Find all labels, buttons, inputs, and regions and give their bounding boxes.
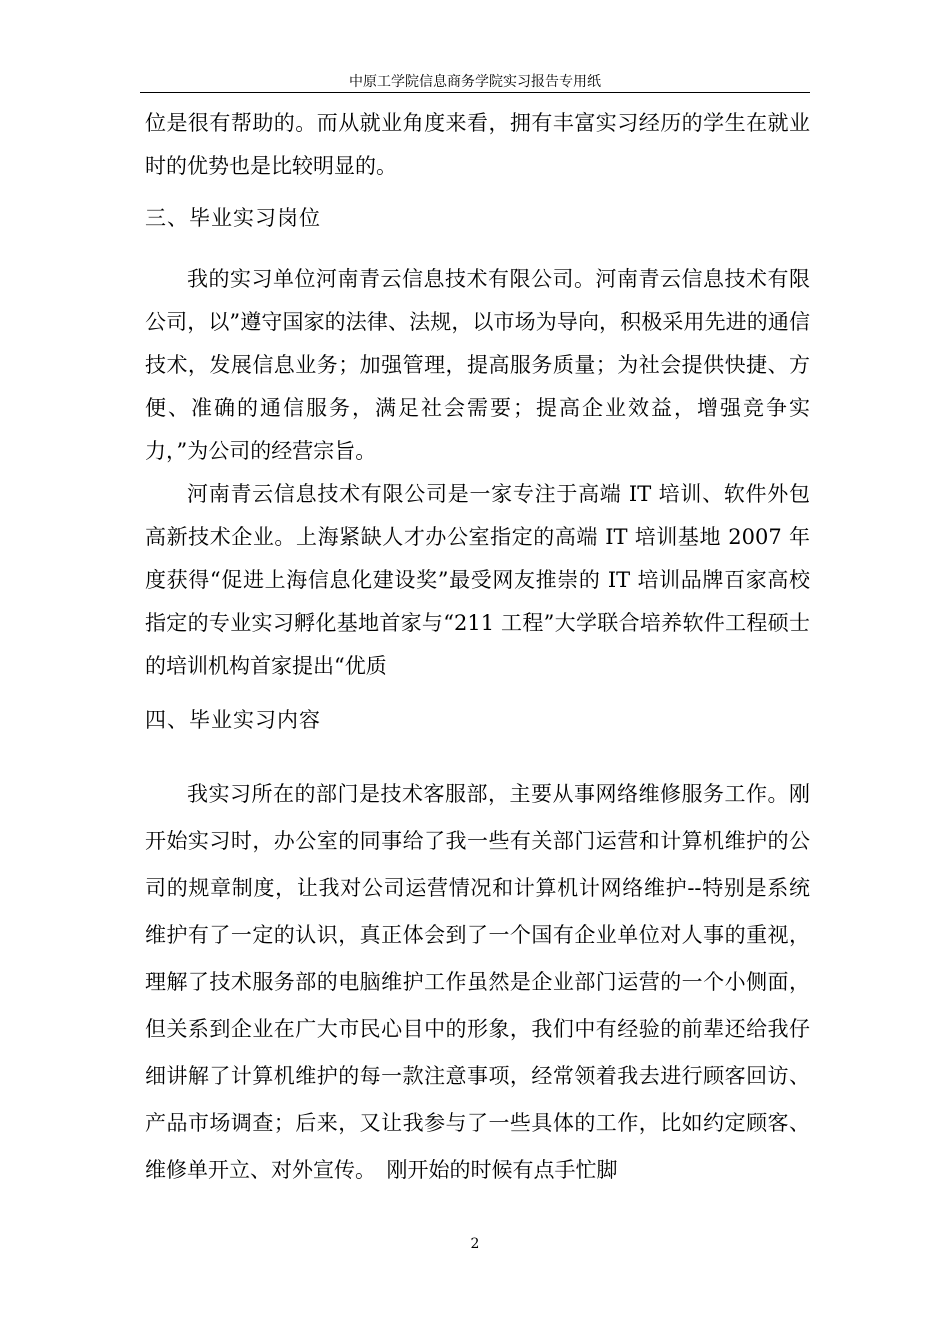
header-divider (140, 92, 810, 93)
section-heading-4: 四、毕业实习内容 (145, 708, 321, 732)
paragraph-company-intro: 河南青云信息技术有限公司是一家专注于高端 IT 培训、软件外包高新技术企业。上海紧缺人才办公室指定的高端 IT 培训基地 2007 年度获得“促进上海信息化建设奖”最受网友推崇的 IT 培训品牌百家高校指定的专业实习孵化基地首家与“211 工程”大学联合培养软件工程硕士的培训机构首家提出“优质 (145, 482, 810, 678)
page-number: 2 (470, 1236, 480, 1252)
paragraph-continuation: 位是很有帮助的。而从就业角度来看，拥有丰富实习经历的学生在就业时的优势也是比较明显的。 (145, 111, 810, 178)
paragraph-internship-unit: 我的实习单位河南青云信息技术有限公司。河南青云信息技术有限公司，以”遵守国家的法律、法规，以市场为导向，积极采用先进的通信技术，发展信息业务；加强管理，提高服务质量；为社会提供快捷、方便、准确的通信服务，满足社会需要；提高企业效益，增强竞争实力，”为公司的经营宗旨。 (145, 267, 810, 463)
paragraph-internship-content: 我实习所在的部门是技术客服部，主要从事网络维修服务工作。刚开始实习时，办公室的同事给了我一些有关部门运营和计算机维护的公司的规章制度，让我对公司运营情况和计算机计网络维护--特别是系统维护有了一定的认识，真正体会到了一个国有企业单位对人事的重视，理解了技术服务部的电脑维护工作虽然是企业部门运营的一个小侧面，但关系到企业在广大市民心目中的形象，我们中有经验的前辈还给我仔细讲解了计算机维护的每一款注意事项，经常领着我去进行顾客回访、产品市场调查；后来，又让我参与了一些具体的工作，比如约定顾客、维修单开立、对外宣传。 刚开始的时候有点手忙脚 (145, 782, 810, 1182)
section-heading-3: 三、毕业实习岗位 (145, 206, 321, 230)
header-title: 中原工学院信息商务学院实习报告专用纸 (349, 74, 601, 90)
